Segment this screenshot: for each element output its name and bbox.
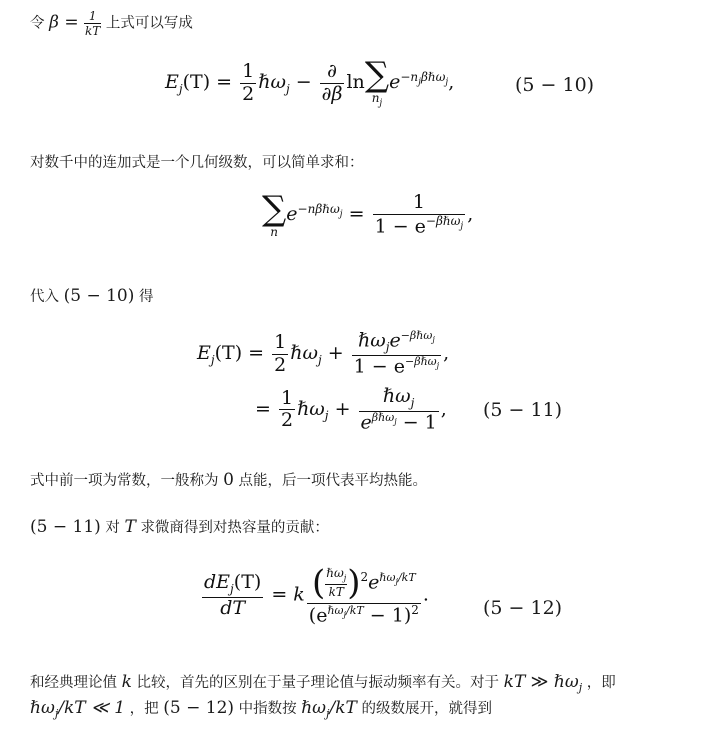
eq512-den-power-sub: j <box>343 610 347 620</box>
eq511-frac2-den-tail: − 1 <box>396 410 437 433</box>
cmp-line2-expr2-sub: j <box>326 706 330 720</box>
eq512-lhs-num <box>202 572 263 598</box>
heat-mid1: 对 <box>105 520 120 536</box>
eq512-den-power-tail: /kT <box>346 604 364 618</box>
eq510-partial <box>320 61 345 106</box>
beta-frac-den: kT <box>85 24 101 38</box>
eq510-sum <box>364 55 390 109</box>
geo-fraction <box>373 192 466 238</box>
eq511-frac2-num <box>359 386 439 412</box>
eq511-frac2-den <box>359 412 439 434</box>
eq511-frac1-den-exp-a: −βℏω <box>405 354 437 368</box>
equation-5-11-line2 <box>255 386 447 434</box>
geo-sum <box>262 189 287 240</box>
intro-prefix: 令 <box>30 15 45 32</box>
eq511-frac1 <box>352 330 441 378</box>
eq512-inner-den: kT <box>328 584 344 599</box>
cmp-line2-expr2: ℏω <box>301 698 327 718</box>
eq512-tag: (5 − 12) <box>483 597 563 619</box>
eq511-omega-sub-1: j <box>317 352 322 367</box>
eq511-frac2-num-sub: j <box>410 395 415 410</box>
eq511-plus-1: + <box>321 342 350 365</box>
cmp-cond-rhs-sub: j <box>578 680 583 694</box>
eq511-frac2-den-exp-sub: j <box>394 416 397 426</box>
eq512-lhs-num-a: dE <box>204 570 231 593</box>
eq511-frac1-num-sub: j <box>385 340 390 355</box>
eq510-exp-power <box>400 69 449 88</box>
equation-5-11-line1 <box>197 330 449 378</box>
eq511-frac1-num-exp-base: e <box>389 329 401 352</box>
eq511-frac2-den-exp-a: βℏω <box>371 410 395 424</box>
eq511-half-num-1: 1 <box>274 330 287 353</box>
geo-exp-base: e <box>286 203 298 226</box>
equation-5-10 <box>165 55 455 109</box>
eq511-half-den-1: 2 <box>274 353 287 376</box>
eq511-hbar-omega-1: ℏω <box>290 342 318 365</box>
geo-den-power-a: −βℏω <box>425 213 461 228</box>
eq512-exp-power-tail: /kT <box>397 571 416 585</box>
geo-den-prefix: 1 − e <box>374 215 426 238</box>
eq512-square: 2 <box>360 570 369 585</box>
cmp-line2-expr2-tail: /kT <box>329 698 357 718</box>
eq510-omega-sub: j <box>285 82 290 96</box>
zero-point-suffix: 点能，后一项代表平均热能。 <box>238 473 428 489</box>
geo-frac-num: 1 <box>373 192 466 215</box>
eq511-omega-sub-2: j <box>324 408 329 423</box>
eq511-frac1-den-exp-sub: j <box>436 361 440 371</box>
heat-T: T <box>124 517 136 537</box>
eq510-exp-power-sub: j <box>418 77 421 88</box>
eq512-inner-num-sub: j <box>343 573 347 583</box>
cmp-line2-suffix: 的级数展开，就得到 <box>361 701 492 717</box>
eq510-sum-index-n: n <box>371 91 380 105</box>
eq511-lhs: E <box>197 342 211 365</box>
eq510-lhs-sub: j <box>178 82 183 96</box>
eq510-exp-power-rest-sub: j <box>445 77 449 88</box>
eq511-frac1-den-a: 1 − e <box>353 355 406 378</box>
cmp-line2-ref: (5 − 12) <box>163 698 235 718</box>
eq510-sum-index-sub: j <box>379 98 383 109</box>
beta-frac-num: 1 <box>84 10 101 24</box>
eq510-exp-base: e <box>389 71 401 94</box>
eq510-ln: ln <box>346 71 365 94</box>
eq512-period: . <box>422 583 429 606</box>
eq511-frac1-num-exp-a: −βℏω <box>400 329 433 342</box>
cmp-cond-lhs: kT <box>503 672 526 692</box>
eq511-hbar-omega-2: ℏω <box>297 397 325 420</box>
eq511-frac2 <box>359 386 439 434</box>
eq510-comma: , <box>448 71 455 94</box>
eq512-inner-num-a: ℏω <box>326 566 344 581</box>
zero-point-zero: 0 <box>223 470 234 490</box>
zero-point-prefix: 式中前一项为常数，一般称为 <box>30 473 219 489</box>
eq512-den-tail: − 1) <box>363 604 412 627</box>
eq512-paren-close: ) <box>347 563 361 603</box>
eq512-exp-base: e <box>368 571 380 594</box>
geo-sum-index: n <box>270 225 278 240</box>
eq511-frac1-num-a: ℏω <box>357 329 386 352</box>
intro-suffix: 上式可以写成 <box>105 15 193 32</box>
equation-5-12 <box>200 564 429 627</box>
eq512-paren-open: ( <box>311 563 326 603</box>
eq511-frac1-num-exp-sub: j <box>432 335 435 345</box>
geo-exp-power-sub: j <box>339 209 343 220</box>
cmp-line1-mid: 比较，首先的区别在于量子理论值与振动频率有关。对于 <box>136 675 500 691</box>
cmp-line1-prefix: 和经典理论值 <box>30 675 117 691</box>
geo-equals: = <box>342 203 371 226</box>
eq512-main-num <box>307 564 421 604</box>
eq511-equals-2: = <box>255 397 277 420</box>
eq512-lhs-fraction <box>202 572 263 619</box>
eq511-tag: (5 − 11) <box>483 399 563 421</box>
eq511-half-den-2: 2 <box>280 409 294 432</box>
geometric-series-paragraph: 对数千中的连加式是一个几何级数，可以简单求和： <box>30 155 364 171</box>
eq510-partial-den: ∂β <box>321 82 343 105</box>
geo-den-power <box>425 213 464 232</box>
eq510-sum-symbol: ∑ <box>364 55 390 95</box>
substitute-prefix: 代入 <box>30 289 59 305</box>
eq511-frac2-den-base: e <box>360 410 372 433</box>
eq511-comma-1: , <box>443 342 450 365</box>
eq512-exp-power-a: ℏω <box>379 571 396 585</box>
comparison-paragraph-line2 <box>30 698 492 724</box>
heat-capacity-paragraph <box>30 517 329 538</box>
eq512-den-power-a: ℏω <box>327 604 344 618</box>
geo-frac-den <box>373 215 466 238</box>
heat-ref: (5 − 11) <box>30 517 101 537</box>
eq512-den-power <box>327 604 364 620</box>
eq510-half <box>240 61 256 106</box>
heat-mid2: 求微商得到对热容量的贡献： <box>140 520 329 536</box>
geo-exp-power-a: −nβℏω <box>297 201 340 216</box>
eq512-den-a: (e <box>308 604 328 627</box>
intro-paragraph <box>30 10 193 37</box>
eq512-den-square: 2 <box>411 603 419 618</box>
cmp-line2-mid: ，把 <box>129 701 159 717</box>
eq510-lhs-arg: (T) = <box>182 71 239 94</box>
eq511-half-num-2: 1 <box>280 386 294 409</box>
eq511-half-1 <box>272 332 288 377</box>
eq510-half-den: 2 <box>242 82 255 105</box>
eq512-main-fraction <box>307 564 421 627</box>
eq511-lhs-sub: j <box>210 352 215 367</box>
substitute-paragraph <box>30 286 153 307</box>
eq510-hbar-omega: ℏω <box>258 71 286 94</box>
eq512-lhs-den: dT <box>220 596 246 619</box>
eq511-frac2-den-exp <box>372 411 397 424</box>
substitute-suffix: 得 <box>138 289 154 305</box>
beta-symbol: β <box>49 12 59 33</box>
eq510-half-num: 1 <box>242 59 255 82</box>
eq512-lhs-num-arg: (T) <box>233 570 262 593</box>
eq512-equals: = <box>265 583 294 606</box>
eq511-plus-2: + <box>328 397 357 420</box>
geo-sum-symbol: ∑ <box>262 189 287 230</box>
substitute-ref: (5 − 10) <box>63 286 135 306</box>
eq510-partial-num: ∂ <box>320 61 345 84</box>
cmp-cond-op: ≫ <box>525 672 554 692</box>
eq511-frac1-den <box>352 356 441 378</box>
eq510-exp-power-a: −n <box>400 69 419 84</box>
zero-point-paragraph <box>30 470 427 491</box>
geo-comma: , <box>467 203 474 226</box>
eq510-minus: − <box>289 71 318 94</box>
eq511-comma-2: , <box>440 397 447 420</box>
geo-den-power-sub: j <box>460 221 464 232</box>
eq512-inner-num <box>325 567 347 585</box>
beta-fraction <box>84 10 101 37</box>
eq511-frac1-num <box>352 330 441 356</box>
eq511-frac1-num-exp <box>400 329 435 345</box>
cmp-line1-suffix: ，即 <box>586 675 616 691</box>
cmp-line2-expr-tail: /kT ≪ 1 <box>58 698 126 718</box>
eq512-lhs-num-sub: j <box>230 581 234 596</box>
eq510-lhs: E <box>165 71 179 94</box>
eq510-exp-power-rest: βℏω <box>420 69 446 84</box>
cmp-line2-expr-sub: j <box>54 706 59 720</box>
eq511-frac1-den-exp <box>405 354 440 371</box>
eq511-half-2 <box>279 388 295 433</box>
cmp-cond-rhs: ℏω <box>553 672 579 692</box>
geo-exp-power <box>297 201 343 220</box>
eq510-tag: (5 − 10) <box>515 74 595 96</box>
equals-sign: = <box>58 12 84 33</box>
eq512-exp-power-sub: j <box>395 577 398 587</box>
cmp-line2-expr: ℏω <box>30 698 55 718</box>
comparison-paragraph-line1 <box>30 672 616 698</box>
eq512-inner-frac <box>325 567 347 599</box>
eq512-exp-power <box>379 571 416 587</box>
eq511-lhs-arg: (T) = <box>214 342 271 365</box>
cmp-line2-mid2: 中指数按 <box>238 701 297 717</box>
equation-geometric-sum <box>262 189 474 240</box>
eq512-k: k <box>293 583 305 606</box>
eq511-frac2-num-a: ℏω <box>382 385 411 407</box>
eq512-main-den <box>307 604 421 627</box>
cmp-k: k <box>121 672 132 692</box>
